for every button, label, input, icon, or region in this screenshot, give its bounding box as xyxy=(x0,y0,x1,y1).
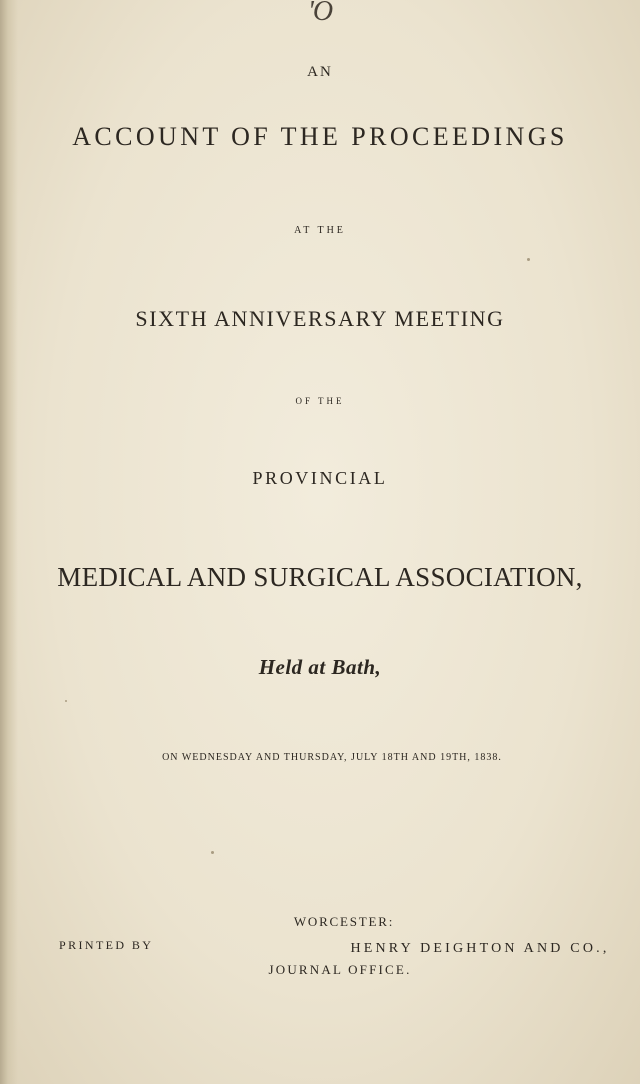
imprint-publisher: HENRY DEIGHTON AND CO., xyxy=(350,941,610,956)
imprint-printed-by: PRINTED BY xyxy=(59,938,154,952)
imprint-city: WORCESTER: xyxy=(293,914,395,929)
meeting-dates: ON WEDNESDAY AND THURSDAY, JULY 18TH AND 19TH, 1838. xyxy=(162,752,502,763)
paper-speck xyxy=(527,258,530,261)
association-name: MEDICAL AND SURGICAL ASSOCIATION, xyxy=(57,562,583,592)
title-article: AN xyxy=(307,64,333,80)
provincial-heading: PROVINCIAL xyxy=(252,468,388,488)
meeting-title: SIXTH ANNIVERSARY MEETING xyxy=(135,306,505,331)
main-title: ACCOUNT OF THE PROCEEDINGS xyxy=(72,122,568,151)
paper-speck xyxy=(211,851,214,854)
imprint-office: JOURNAL OFFICE. xyxy=(268,962,412,977)
held-at-bath: Held at Bath, xyxy=(258,655,382,679)
connector-at-the: AT THE xyxy=(294,225,346,236)
corner-mark: 'O xyxy=(307,0,333,27)
connector-of-the: OF THE xyxy=(295,396,345,406)
paper-speck xyxy=(65,700,67,702)
